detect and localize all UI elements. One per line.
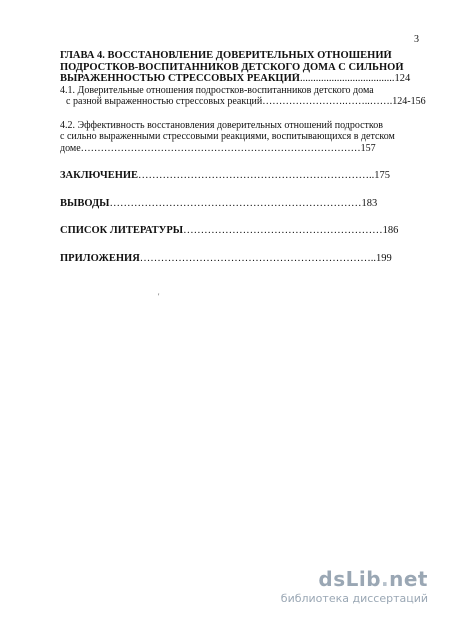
table-of-contents — [60, 50, 435, 264]
toc-chapter-4-line-2: ПОДРОСТКОВ-ВОСПИТАННИКОВ ДЕТСКОГО ДОМА С СИЛЬНОЙ — [60, 61, 404, 73]
stray-mark: ' — [158, 292, 160, 301]
toc-leader: .................................... — [299, 73, 395, 84]
toc-page: 124 — [394, 73, 411, 84]
toc-chapter-4-title-end: ВЫРАЖЕННОСТЬЮ СТРЕССОВЫХ РЕАКЦИЙ — [60, 73, 300, 84]
toc-section-4-1-line-2 — [60, 96, 435, 108]
toc-section-4-1-title-end: с разной выраженностью стрессовых реакций — [66, 96, 263, 107]
toc-leader: ………………………………………………… — [183, 225, 383, 236]
watermark-tagline: библиотека диссертаций — [280, 592, 428, 605]
toc-page: 186 — [382, 225, 399, 236]
toc-references[interactable] — [60, 225, 435, 237]
toc-section-4-2-title-end: доме — [60, 142, 81, 154]
toc-conclusion-label: ЗАКЛЮЧЕНИЕ — [60, 170, 139, 181]
page-number: 3 — [414, 34, 419, 45]
toc-leader: …………………….……..……. — [262, 96, 393, 107]
watermark-logo — [281, 567, 428, 591]
toc-appendices[interactable] — [60, 253, 435, 265]
toc-findings-label: ВЫВОДЫ — [60, 197, 110, 209]
toc-appendices-label: ПРИЛОЖЕНИЯ — [60, 252, 140, 264]
toc-references-label: СПИСОК ЛИТЕРАТУРЫ — [60, 225, 184, 236]
toc-conclusion[interactable] — [60, 170, 435, 182]
watermark-logo-dot: . — [381, 567, 390, 591]
toc-section-4-2-line-3 — [60, 143, 435, 155]
watermark-logo-tld: net — [389, 567, 428, 591]
toc-leader: ………………………………………………………….. — [139, 252, 377, 264]
toc-section-4-1[interactable] — [60, 85, 435, 108]
toc-page: 157 — [360, 142, 376, 154]
toc-chapter-4[interactable] — [60, 50, 435, 85]
toc-page: 124-156 — [392, 96, 426, 107]
toc-page: 183 — [361, 197, 378, 209]
toc-page: 175 — [374, 170, 391, 181]
watermark — [281, 567, 428, 605]
watermark-logo-name: dsLib — [318, 567, 382, 591]
toc-section-4-2-line-1: 4.2. Эффективность восстановления доверительных отношений подростков — [60, 119, 383, 131]
toc-section-4-2[interactable] — [60, 120, 435, 155]
toc-findings[interactable] — [60, 198, 435, 210]
toc-page: 199 — [376, 252, 392, 264]
toc-leader: ………………………………………………………………………… — [80, 142, 361, 154]
toc-section-4-1-line-1: 4.1. Доверительные отношения подростков-воспитанников детского дома — [60, 84, 374, 96]
toc-chapter-4-line-1: ГЛАВА 4. ВОССТАНОВЛЕНИЕ ДОВЕРИТЕЛЬНЫХ ОТНОШЕНИЙ — [60, 50, 392, 61]
toc-chapter-4-line-3 — [60, 73, 435, 85]
toc-leader: ………………………………………………………….. — [138, 170, 375, 181]
toc-section-4-2-line-2: с сильно выраженными стрессовыми реакциями, воспитывающихся в детском — [60, 131, 395, 142]
toc-leader: ……………………………………………………………… — [109, 197, 362, 209]
